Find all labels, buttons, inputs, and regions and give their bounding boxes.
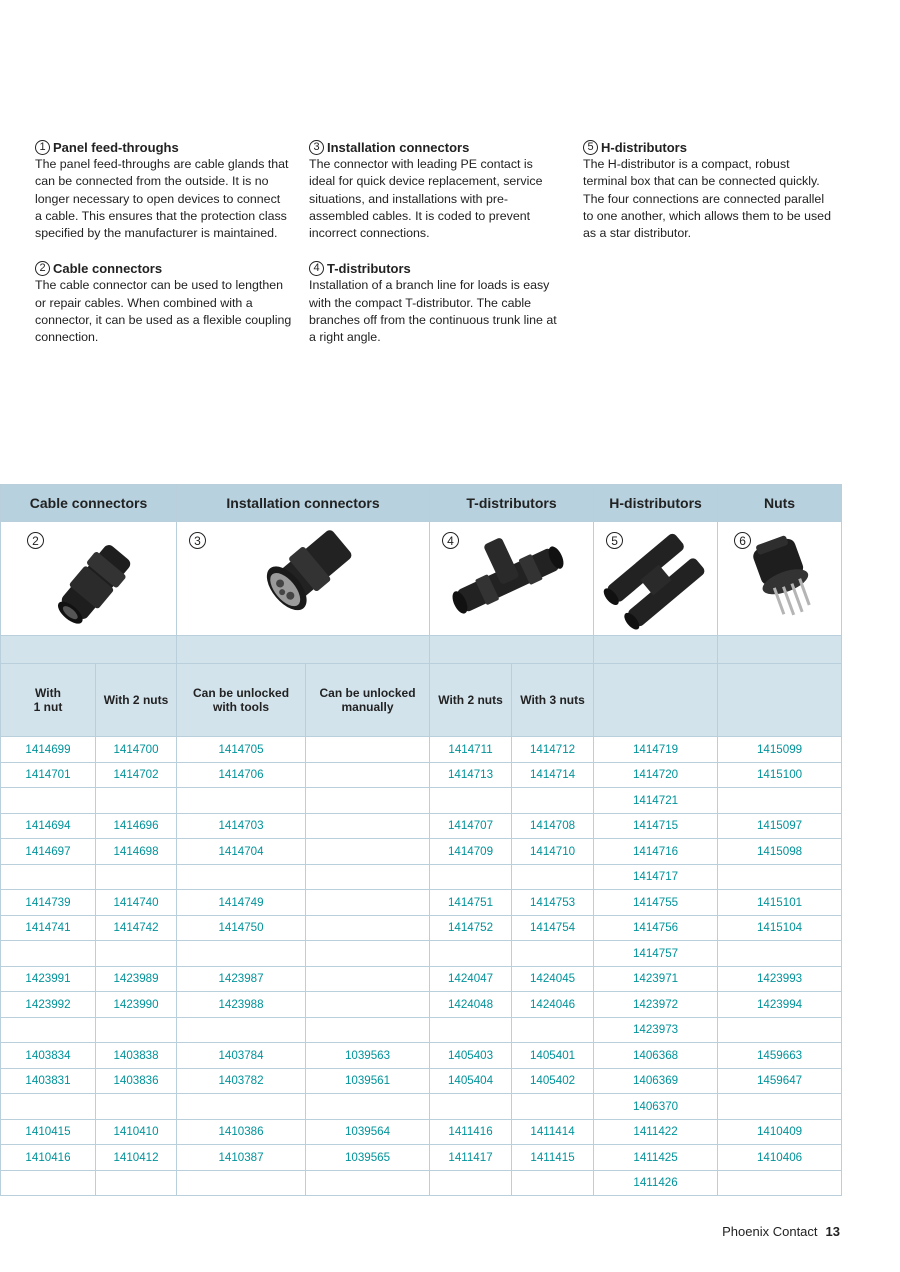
order-number-cell: 1403784 xyxy=(177,1043,306,1069)
description-line: ideal for quick device replacement, service xyxy=(309,174,543,189)
table-row xyxy=(1,1170,842,1196)
table-row xyxy=(1,737,842,763)
order-number-cell xyxy=(306,788,430,814)
table-row xyxy=(1,813,842,839)
order-number-cell: 1410406 xyxy=(718,1145,842,1171)
description-heading xyxy=(309,260,571,277)
table-row xyxy=(1,839,842,865)
description-line: assembled cables. It is coded to prevent xyxy=(309,208,531,223)
description-title: Panel feed-throughs xyxy=(53,140,179,155)
order-number-cell: 1414707 xyxy=(430,813,512,839)
order-number-cell xyxy=(430,1094,512,1120)
order-number-cell: 1423992 xyxy=(1,992,96,1018)
order-number-cell: 1414701 xyxy=(1,762,96,788)
description-text xyxy=(35,277,297,346)
installation-connector-image-cell xyxy=(177,522,430,636)
order-number-cell: 1405403 xyxy=(430,1043,512,1069)
description-line: a cable. This ensures that the protection class xyxy=(35,208,287,223)
table-row xyxy=(1,966,842,992)
order-number-cell xyxy=(177,1017,306,1043)
description-block xyxy=(35,260,297,346)
category-cable-connectors: Cable connectors xyxy=(1,485,177,522)
description-line: situations, and installations with pre- xyxy=(309,191,509,206)
description-text xyxy=(583,156,845,242)
order-number-cell xyxy=(306,864,430,890)
subheader-cell: With 1 nut xyxy=(1,664,96,737)
order-number-cell: 1423972 xyxy=(594,992,718,1018)
order-number-cell: 1414698 xyxy=(96,839,177,865)
category-installation-connectors: Installation connectors xyxy=(177,485,430,522)
nut-image-cell xyxy=(718,522,842,636)
order-number-cell: 1414703 xyxy=(177,813,306,839)
order-number-cell: 1423991 xyxy=(1,966,96,992)
order-number-cell xyxy=(718,788,842,814)
order-number-cell xyxy=(1,788,96,814)
order-number-cell xyxy=(430,1017,512,1043)
description-column-2 xyxy=(309,139,571,364)
description-line: The H-distributor is a compact, robust xyxy=(583,157,790,172)
order-number-cell: 1405402 xyxy=(512,1068,594,1094)
order-number-cell xyxy=(306,890,430,916)
order-number-cell: 1406370 xyxy=(594,1094,718,1120)
description-column-3 xyxy=(583,139,845,260)
subheader-cell: Can be unlocked manually xyxy=(306,664,430,737)
description-text xyxy=(309,156,571,242)
order-number-cell: 1424047 xyxy=(430,966,512,992)
order-number-cell: 1423990 xyxy=(96,992,177,1018)
order-number-cell: 1414700 xyxy=(96,737,177,763)
h-distributor-image xyxy=(594,522,718,635)
order-number-cell: 1406369 xyxy=(594,1068,718,1094)
description-title: Cable connectors xyxy=(53,261,163,277)
order-number-cell: 1423993 xyxy=(718,966,842,992)
order-number-cell: 1414694 xyxy=(1,813,96,839)
table-row xyxy=(1,890,842,916)
subheader-row xyxy=(1,664,842,737)
description-line: or repair cables. When combined with a xyxy=(35,295,253,310)
product-order-table xyxy=(0,484,842,1196)
order-number-cell: 1414704 xyxy=(177,839,306,865)
order-number-cell: 1411426 xyxy=(594,1170,718,1196)
category-header-row xyxy=(1,485,842,522)
order-number-cell: 1415101 xyxy=(718,890,842,916)
order-number-cell: 1415097 xyxy=(718,813,842,839)
order-number-cell: 1414719 xyxy=(594,737,718,763)
order-number-cell: 1423988 xyxy=(177,992,306,1018)
order-number-cell xyxy=(1,941,96,967)
description-line: as a star distributor. xyxy=(583,226,692,241)
table-row xyxy=(1,762,842,788)
description-line: connector, it can be used as a flexible coupling xyxy=(35,312,292,327)
order-number-cell: 1414710 xyxy=(512,839,594,865)
order-number-cell xyxy=(306,813,430,839)
order-number-cell: 1414749 xyxy=(177,890,306,916)
order-number-cell: 1414755 xyxy=(594,890,718,916)
order-number-cell: 1414717 xyxy=(594,864,718,890)
order-number-cell: 1403831 xyxy=(1,1068,96,1094)
installation-connector-image xyxy=(177,522,429,635)
order-number-cell: 1414702 xyxy=(96,762,177,788)
order-number-cell: 1414753 xyxy=(512,890,594,916)
page-number: 13 xyxy=(825,1224,840,1239)
order-number-cell xyxy=(1,1094,96,1120)
order-number-cell xyxy=(177,1094,306,1120)
description-line: branches off from the continuous trunk line at xyxy=(309,312,557,327)
description-line: The panel feed-throughs are cable glands that xyxy=(35,157,289,172)
order-number-cell xyxy=(306,941,430,967)
order-number-cell: 1414742 xyxy=(96,915,177,941)
table-row xyxy=(1,1043,842,1069)
description-heading xyxy=(35,260,297,277)
order-number-cell: 1410409 xyxy=(718,1119,842,1145)
t-distributor-image-cell xyxy=(430,522,594,636)
order-number-cell xyxy=(177,864,306,890)
order-number-cell xyxy=(96,941,177,967)
order-number-cell: 1414699 xyxy=(1,737,96,763)
order-number-cell xyxy=(306,966,430,992)
order-number-cell: 1403836 xyxy=(96,1068,177,1094)
description-text xyxy=(309,277,571,346)
table-row xyxy=(1,864,842,890)
order-number-cell xyxy=(306,839,430,865)
order-number-cell: 1403782 xyxy=(177,1068,306,1094)
order-number-cell: 1415100 xyxy=(718,762,842,788)
description-line: can be connected from the outside. It is no xyxy=(35,174,269,189)
order-number-cell xyxy=(306,992,430,1018)
subheader-cell: Can be unlocked with tools xyxy=(177,664,306,737)
description-line: longer necessary to open devices to connect xyxy=(35,191,281,206)
order-number-cell xyxy=(306,762,430,788)
order-number-cell: 1424048 xyxy=(430,992,512,1018)
order-number-cell xyxy=(1,1017,96,1043)
order-number-cell xyxy=(1,864,96,890)
number-badge: 6 xyxy=(734,532,751,549)
number-badge: 5 xyxy=(583,140,598,155)
number-badge: 5 xyxy=(606,532,623,549)
order-number-cell: 1415104 xyxy=(718,915,842,941)
order-number-cell xyxy=(718,1170,842,1196)
order-number-cell: 1411416 xyxy=(430,1119,512,1145)
order-number-cell xyxy=(512,1094,594,1120)
order-number-cell: 1423989 xyxy=(96,966,177,992)
order-number-cell: 1414720 xyxy=(594,762,718,788)
table-row xyxy=(1,941,842,967)
order-number-cell xyxy=(177,941,306,967)
description-line: terminal box that can be connected quickly. xyxy=(583,174,820,189)
order-number-cell xyxy=(177,1170,306,1196)
cable-connector-image xyxy=(1,522,176,635)
description-block xyxy=(309,139,571,242)
description-line: specified by the manufacturer is maintained. xyxy=(35,226,278,241)
order-number-cell: 1414715 xyxy=(594,813,718,839)
order-number-cell xyxy=(512,1170,594,1196)
subheader-cell xyxy=(594,664,718,737)
order-number-cell: 1411414 xyxy=(512,1119,594,1145)
description-line: to one another, which allows them to be used xyxy=(583,208,831,223)
order-number-cell: 1414697 xyxy=(1,839,96,865)
spacer-row xyxy=(1,636,842,664)
table-row xyxy=(1,1068,842,1094)
order-number-cell: 1411425 xyxy=(594,1145,718,1171)
order-number-cell: 1414705 xyxy=(177,737,306,763)
order-number-cell xyxy=(430,941,512,967)
order-number-cell xyxy=(306,1094,430,1120)
order-number-cell: 1414713 xyxy=(430,762,512,788)
order-number-cell: 1414696 xyxy=(96,813,177,839)
subheader-cell xyxy=(718,664,842,737)
order-number-cell: 1414739 xyxy=(1,890,96,916)
order-number-cell xyxy=(96,1017,177,1043)
t-distributor-image xyxy=(430,522,593,635)
subheader-cell: With 3 nuts xyxy=(512,664,594,737)
order-number-cell: 1410415 xyxy=(1,1119,96,1145)
order-number-cell xyxy=(306,915,430,941)
order-number-cell xyxy=(430,864,512,890)
description-heading xyxy=(309,139,571,156)
order-number-cell: 1414709 xyxy=(430,839,512,865)
order-number-cell: 1410416 xyxy=(1,1145,96,1171)
order-number-cell: 1423987 xyxy=(177,966,306,992)
order-number-cell xyxy=(718,864,842,890)
description-line: The cable connector can be used to lengthen xyxy=(35,278,283,293)
number-badge: 2 xyxy=(35,261,50,276)
order-number-cell: 1039563 xyxy=(306,1043,430,1069)
order-number-cell: 1403838 xyxy=(96,1043,177,1069)
order-number-cell: 1414741 xyxy=(1,915,96,941)
order-number-cell: 1414716 xyxy=(594,839,718,865)
table-row xyxy=(1,788,842,814)
order-number-cell: 1403834 xyxy=(1,1043,96,1069)
description-line: Installation of a branch line for loads is easy xyxy=(309,278,550,293)
order-number-cell: 1410410 xyxy=(96,1119,177,1145)
order-number-cell xyxy=(430,1170,512,1196)
table-row xyxy=(1,1145,842,1171)
order-number-cell xyxy=(96,1094,177,1120)
order-number-cell xyxy=(718,1017,842,1043)
order-number-cell: 1411415 xyxy=(512,1145,594,1171)
description-title: T-distributors xyxy=(327,261,411,277)
description-heading xyxy=(583,139,845,156)
number-badge: 1 xyxy=(35,140,50,155)
order-number-cell: 1414756 xyxy=(594,915,718,941)
order-number-cell: 1039564 xyxy=(306,1119,430,1145)
order-number-cell: 1414752 xyxy=(430,915,512,941)
order-number-cell: 1414751 xyxy=(430,890,512,916)
order-number-cell: 1410386 xyxy=(177,1119,306,1145)
order-number-cell xyxy=(96,864,177,890)
subheader-cell: With 2 nuts xyxy=(96,664,177,737)
order-number-cell xyxy=(96,788,177,814)
order-number-cell: 1405404 xyxy=(430,1068,512,1094)
order-number-cell xyxy=(1,1170,96,1196)
table-row xyxy=(1,915,842,941)
order-number-cell: 1424046 xyxy=(512,992,594,1018)
order-number-cell: 1423994 xyxy=(718,992,842,1018)
order-number-cell xyxy=(512,941,594,967)
order-number-cell: 1414721 xyxy=(594,788,718,814)
description-heading xyxy=(35,139,297,156)
order-number-cell xyxy=(512,1017,594,1043)
order-number-cell: 1414740 xyxy=(96,890,177,916)
order-number-cell: 1039565 xyxy=(306,1145,430,1171)
description-block xyxy=(35,139,297,242)
order-number-cell: 1423973 xyxy=(594,1017,718,1043)
table-row xyxy=(1,1017,842,1043)
order-number-cell: 1414754 xyxy=(512,915,594,941)
table-row xyxy=(1,1094,842,1120)
table-row xyxy=(1,992,842,1018)
number-badge: 3 xyxy=(309,140,324,155)
order-number-cell: 1415099 xyxy=(718,737,842,763)
order-number-cell xyxy=(306,737,430,763)
order-number-cell xyxy=(306,1170,430,1196)
product-image-row xyxy=(1,522,842,636)
order-number-cell xyxy=(306,1017,430,1043)
description-line: The connector with leading PE contact is xyxy=(309,157,533,172)
order-number-cell xyxy=(177,788,306,814)
description-text xyxy=(35,156,297,242)
order-number-cell xyxy=(512,788,594,814)
description-line: The four connections are connected parallel xyxy=(583,191,825,206)
footer-brand: Phoenix Contact xyxy=(722,1224,818,1239)
order-number-cell: 1414708 xyxy=(512,813,594,839)
number-badge: 3 xyxy=(189,532,206,549)
h-distributor-image-cell xyxy=(594,522,718,636)
order-number-cell: 1459647 xyxy=(718,1068,842,1094)
order-number-cell: 1406368 xyxy=(594,1043,718,1069)
description-block xyxy=(309,260,571,346)
order-number-cell: 1414714 xyxy=(512,762,594,788)
subheader-cell: With 2 nuts xyxy=(430,664,512,737)
order-number-cell: 1405401 xyxy=(512,1043,594,1069)
order-number-cell: 1039561 xyxy=(306,1068,430,1094)
order-number-cell xyxy=(512,864,594,890)
cable-connector-image-cell xyxy=(1,522,177,636)
number-badge: 4 xyxy=(309,261,324,276)
order-number-cell: 1411422 xyxy=(594,1119,718,1145)
order-number-cell xyxy=(96,1170,177,1196)
order-number-cell: 1414706 xyxy=(177,762,306,788)
description-line: a right angle. xyxy=(309,330,381,345)
category-nuts: Nuts xyxy=(718,485,842,522)
table-row xyxy=(1,1119,842,1145)
description-line: incorrect connections. xyxy=(309,226,430,241)
order-number-cell xyxy=(430,788,512,814)
order-number-cell xyxy=(718,1094,842,1120)
order-number-cell: 1411417 xyxy=(430,1145,512,1171)
order-number-cell: 1415098 xyxy=(718,839,842,865)
category-h-distributors: H-distributors xyxy=(594,485,718,522)
number-badge: 4 xyxy=(442,532,459,549)
order-number-cell: 1459663 xyxy=(718,1043,842,1069)
description-line: connection. xyxy=(35,330,99,345)
order-number-cell: 1414750 xyxy=(177,915,306,941)
number-badge: 2 xyxy=(27,532,44,549)
description-line: with the compact T-distributor. The cable xyxy=(309,295,531,310)
order-number-cell: 1410412 xyxy=(96,1145,177,1171)
nut-image xyxy=(718,522,842,635)
description-title: Installation connectors xyxy=(327,140,470,155)
order-number-cell: 1414712 xyxy=(512,737,594,763)
description-title: H-distributors xyxy=(601,140,687,155)
order-number-cell: 1424045 xyxy=(512,966,594,992)
page-footer xyxy=(722,1224,840,1239)
order-number-cell: 1410387 xyxy=(177,1145,306,1171)
order-number-cell: 1423971 xyxy=(594,966,718,992)
category-t-distributors: T-distributors xyxy=(430,485,594,522)
order-number-cell xyxy=(718,941,842,967)
description-block xyxy=(583,139,845,242)
description-column-1 xyxy=(35,139,297,364)
order-number-cell: 1414757 xyxy=(594,941,718,967)
order-number-cell: 1414711 xyxy=(430,737,512,763)
